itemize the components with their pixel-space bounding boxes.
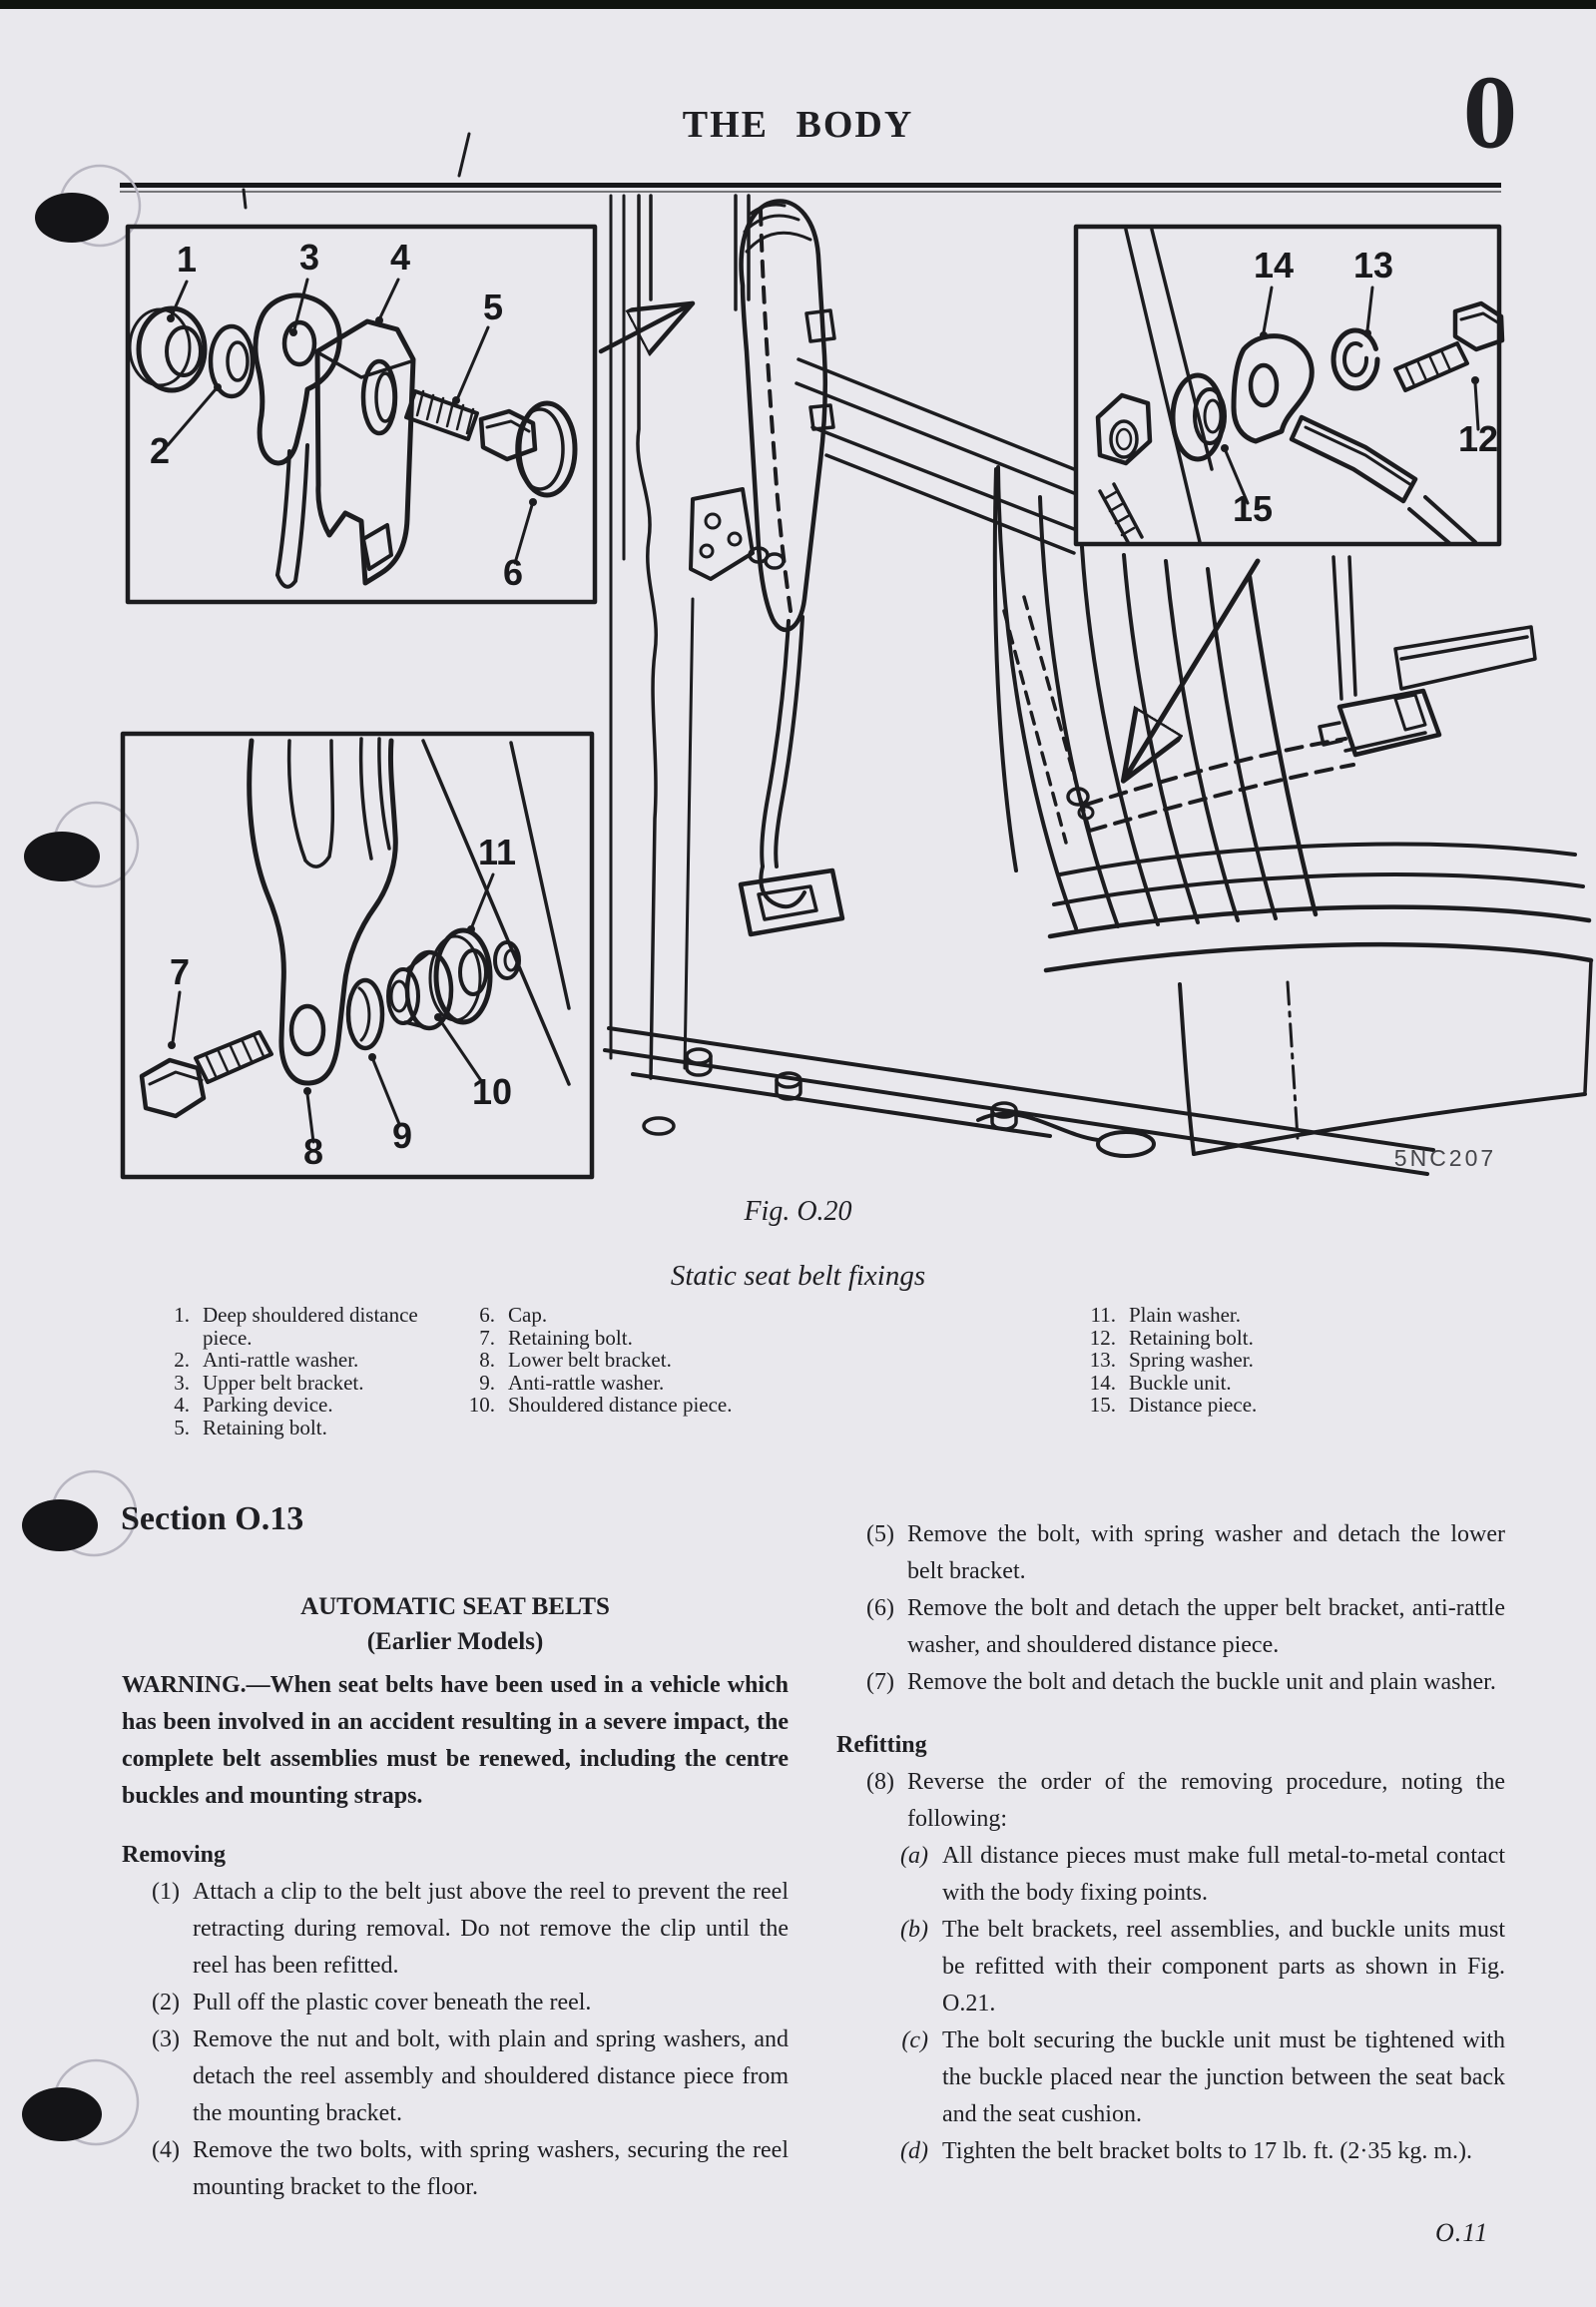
- step-number: (1): [152, 1879, 180, 1905]
- callout-15: 15: [1232, 488, 1274, 529]
- part-number: 11.: [1090, 1303, 1116, 1327]
- part-label: Retaining bolt.: [1129, 1325, 1254, 1350]
- procedure-step: [836, 1516, 1505, 1590]
- arrow-to-reel: [601, 305, 689, 351]
- substep-text: The belt brackets, reel assemblies, and buckle units must be refitted with their component parts as shown in Fig. O.21.: [942, 1917, 1505, 2017]
- procedure-step: [122, 1985, 789, 2021]
- article-subtitle: (Earlier Models): [366, 1628, 544, 1655]
- step-text: Remove the bolt, with spring washer and detach the lower belt bracket.: [907, 1521, 1505, 1584]
- part-label: Retaining bolt.: [203, 1415, 327, 1440]
- warning-paragraph: WARNING.—When seat belts have been used in a vehicle which has been involved in an accident resulting in a severe impact, the complete belt assemblies must be renewed, including the centre buckles and mounting straps.: [122, 1672, 789, 1809]
- section-letter-badge: 0: [1463, 60, 1517, 170]
- callout-13: 13: [1352, 245, 1394, 286]
- procedure-step: [122, 2021, 789, 2132]
- procedure-step: [122, 2132, 789, 2206]
- part-label: Anti-rattle washer.: [203, 1348, 359, 1372]
- part-label: Cap.: [508, 1303, 548, 1327]
- part-label: Parking device.: [203, 1393, 333, 1417]
- part-number: 10.: [468, 1393, 495, 1417]
- drawing-code: 5NC207: [1393, 1145, 1497, 1171]
- figure-title: Static seat belt fixings: [670, 1260, 926, 1292]
- parts-list-item: [1044, 1304, 1379, 1327]
- part-number: 12.: [1089, 1325, 1116, 1350]
- callout-7: 7: [169, 951, 191, 992]
- substep-letter: (d): [900, 2138, 928, 2164]
- callout-10: 10: [471, 1071, 513, 1112]
- figure-caption: Fig. O.20: [744, 1196, 852, 1227]
- substep-text: All distance pieces must make full metal-to-metal contact with the body fixing points.: [942, 1843, 1505, 1906]
- parts-list-item: [1044, 1372, 1379, 1395]
- substep-text: The bolt securing the buckle unit must be tightened with the buckle placed near the junction between the seat back and the seat cushion.: [942, 2027, 1505, 2127]
- part-number: 4.: [174, 1393, 190, 1417]
- parts-list-item: [423, 1394, 769, 1417]
- inset-box-lower-bracket: [123, 734, 592, 1177]
- parts-list-item: [118, 1372, 453, 1395]
- step-number: (7): [866, 1669, 894, 1695]
- text-column-right: [836, 1516, 1505, 2170]
- parts-list-item: [1044, 1349, 1379, 1372]
- part-number: 5.: [174, 1415, 190, 1440]
- part-label: Spring washer.: [1129, 1348, 1254, 1372]
- step-text: Pull off the plastic cover beneath the reel.: [193, 1990, 592, 2016]
- procedure-step: [836, 1664, 1505, 1701]
- parts-list-item: [118, 1417, 453, 1440]
- step-text: Remove the bolt and detach the buckle unit and plain washer.: [907, 1669, 1496, 1695]
- part-number: 13.: [1089, 1348, 1116, 1372]
- procedure-substep: [884, 1912, 1505, 2022]
- substep-letter: (a): [900, 1843, 928, 1869]
- procedure-step: [122, 1874, 789, 1985]
- part-number: 7.: [479, 1325, 495, 1350]
- page-number: O.11: [1435, 2218, 1489, 2247]
- car-seat: [995, 467, 1591, 1154]
- step-number: (2): [152, 1990, 180, 2016]
- step-number: (3): [152, 2026, 180, 2052]
- removing-heading: Removing: [122, 1842, 226, 1868]
- substep-text: Tighten the belt bracket bolts to 17 lb. ft. (2·35 kg. m.).: [942, 2138, 1473, 2164]
- step-text: Attach a clip to the belt just above the reel to prevent the reel retracting during removal. Do not remove the clip until the reel has been refitted.: [193, 1879, 789, 1979]
- print-ticks: [244, 134, 469, 208]
- callout-14: 14: [1253, 245, 1295, 286]
- parts-list-column-1: [118, 1304, 453, 1439]
- callout-8: 8: [302, 1131, 324, 1172]
- part-number: 9.: [479, 1370, 495, 1395]
- callout-6: 6: [502, 552, 524, 593]
- callout-12: 12: [1457, 418, 1499, 459]
- callout-11: 11: [477, 832, 517, 872]
- part-label: Buckle unit.: [1129, 1370, 1232, 1395]
- part-number: 14.: [1089, 1370, 1116, 1395]
- callout-5: 5: [482, 287, 504, 327]
- step-number: (4): [152, 2137, 180, 2163]
- procedure-step: [836, 1590, 1505, 1664]
- substep-letter: (b): [900, 1917, 928, 1943]
- callout-4: 4: [389, 237, 411, 278]
- page-title: THE BODY: [682, 104, 914, 146]
- part-label: Lower belt bracket.: [508, 1348, 672, 1372]
- callout-3: 3: [298, 237, 320, 278]
- callout-1: 1: [176, 239, 198, 280]
- parts-list-item: [423, 1349, 769, 1372]
- step-number: (8): [866, 1769, 894, 1795]
- part-label: Anti-rattle washer.: [508, 1370, 665, 1395]
- procedure-step: [836, 1764, 1505, 1838]
- callout-2: 2: [149, 430, 171, 471]
- parts-list-column-3: [1044, 1304, 1379, 1417]
- step-text: Remove the bolt and detach the upper belt bracket, anti-rattle washer, and shouldered distance piece.: [907, 1595, 1505, 1658]
- step-number: (5): [866, 1521, 894, 1547]
- parts-list-item: [423, 1304, 769, 1327]
- part-number: 1.: [174, 1303, 190, 1327]
- parts-list-item: [423, 1327, 769, 1350]
- parts-list-item: [118, 1304, 453, 1349]
- procedure-substep: [884, 1838, 1505, 1912]
- part-number: 15.: [1089, 1393, 1116, 1417]
- parts-list-column-2: [423, 1304, 769, 1417]
- part-number: 2.: [174, 1348, 190, 1372]
- part-number: 8.: [479, 1348, 495, 1372]
- parts-list-item: [118, 1394, 453, 1417]
- step-text: Reverse the order of the removing procedure, noting the following:: [907, 1769, 1505, 1832]
- parts-list-item: [1044, 1327, 1379, 1350]
- floor-rails: [605, 1028, 1433, 1174]
- part-label: Plain washer.: [1129, 1303, 1241, 1327]
- procedure-substep: [884, 2133, 1505, 2170]
- substep-letter: (c): [901, 2027, 928, 2053]
- text-column-left: [122, 1589, 789, 2206]
- article-title: AUTOMATIC SEAT BELTS: [300, 1593, 610, 1620]
- door-pillar-and-reel: [611, 196, 1074, 1078]
- part-label: Upper belt bracket.: [203, 1370, 364, 1395]
- step-text: Remove the nut and bolt, with plain and spring washers, and detach the reel assembly and shouldered distance piece from the mounting bracket.: [193, 2026, 789, 2126]
- part-label: Shouldered distance piece.: [508, 1393, 733, 1417]
- step-number: (6): [866, 1595, 894, 1621]
- section-heading: Section O.13: [121, 1500, 304, 1537]
- part-label: Distance piece.: [1129, 1393, 1258, 1417]
- step-text: Remove the two bolts, with spring washers, securing the reel mounting bracket to the floor.: [193, 2137, 789, 2200]
- part-number: 6.: [479, 1303, 495, 1327]
- parts-list-item: [423, 1372, 769, 1395]
- refitting-heading: Refitting: [836, 1732, 927, 1758]
- part-label: Deep shouldered distance piece.: [203, 1303, 418, 1350]
- part-label: Retaining bolt.: [508, 1325, 633, 1350]
- parts-list-item: [1044, 1394, 1379, 1417]
- procedure-substep: [884, 2022, 1505, 2133]
- callout-9: 9: [391, 1115, 413, 1156]
- part-number: 3.: [174, 1370, 190, 1395]
- parts-list-item: [118, 1349, 453, 1372]
- inset-box-upper-bracket: [128, 227, 595, 602]
